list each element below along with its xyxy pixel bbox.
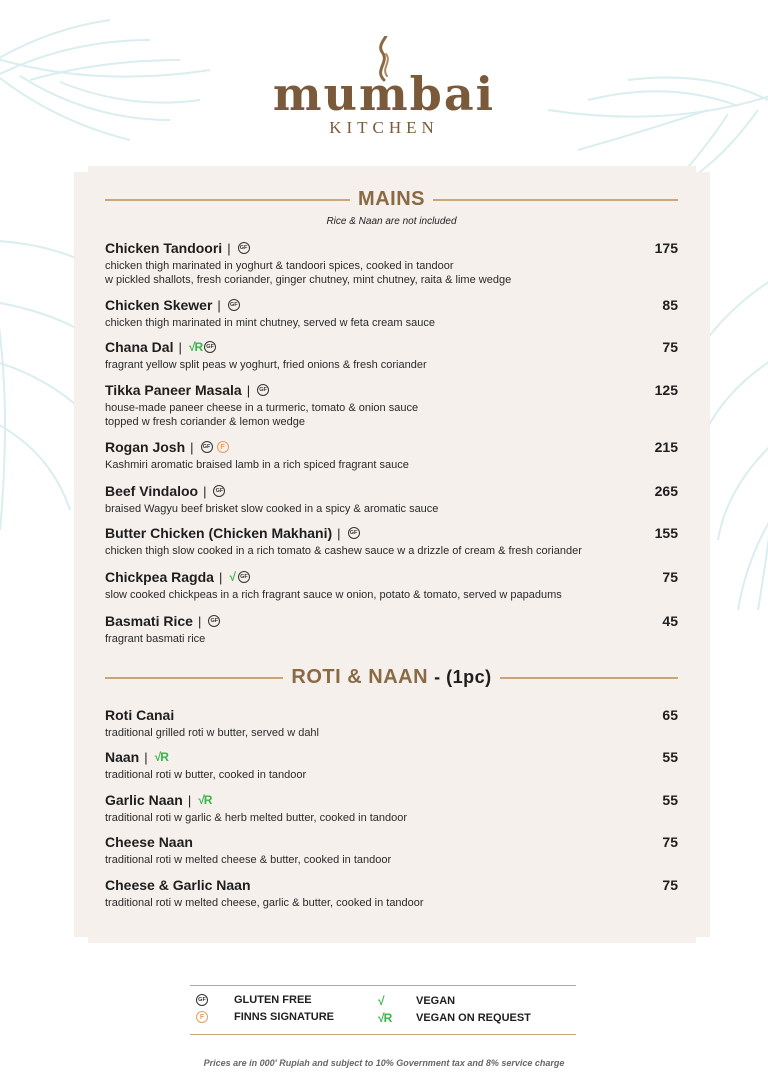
separator: |	[217, 297, 221, 313]
item-name-group	[105, 439, 229, 455]
item-description: chicken thigh slow cooked in a rich tomato & cashew sauce w a drizzle of cream & fresh coriander	[105, 545, 582, 557]
gluten-free-icon: GF	[204, 341, 216, 353]
item-description: Kashmiri aromatic braised lamb in a rich spiced fragrant sauce	[105, 459, 409, 471]
menu-item	[105, 792, 678, 825]
separator: |	[227, 240, 231, 256]
gluten-free-icon: GF	[213, 485, 225, 497]
finns-signature-icon: F	[217, 441, 229, 453]
item-description: traditional roti w butter, cooked in tandoor	[105, 769, 307, 781]
separator: |	[203, 483, 207, 499]
item-name-group	[105, 749, 168, 765]
item-price: 85	[662, 297, 678, 313]
item-price: 55	[662, 749, 678, 765]
item-name-group	[105, 569, 250, 585]
separator: |	[144, 749, 148, 765]
menu-item	[105, 525, 678, 558]
separator: |	[197, 613, 202, 629]
gluten-free-icon: GF	[228, 299, 240, 311]
gluten-free-icon: GF	[238, 571, 250, 583]
separator: |	[218, 569, 223, 585]
menu-item	[105, 569, 678, 602]
menu-item	[105, 707, 678, 740]
menu-item	[105, 483, 678, 516]
vegan-icon: √	[229, 570, 236, 584]
gluten-free-icon: GF	[196, 994, 208, 1006]
menu-item	[105, 749, 678, 782]
separator: |	[178, 339, 182, 355]
menu-item	[105, 877, 678, 910]
item-name: Tikka Paneer Masala	[105, 382, 242, 398]
item-description: slow cooked chickpeas in a rich fragrant sauce w onion, potato & tomato, served w papadums	[105, 589, 562, 601]
gluten-free-icon: GF	[348, 527, 360, 539]
gluten-free-icon: GF	[238, 242, 250, 254]
divider	[500, 677, 678, 679]
item-description: chicken thigh marinated in yoghurt & tandoori spices, cooked in tandoor	[105, 260, 454, 272]
item-name-group	[105, 877, 251, 893]
legend-signature	[194, 1011, 334, 1023]
item-name-group	[105, 382, 269, 398]
vegan-on-request-icon: √R	[378, 1011, 392, 1025]
legend-label: GLUTEN FREE	[234, 994, 312, 1006]
item-name-group	[105, 339, 216, 355]
item-name-group	[105, 525, 360, 541]
item-price: 55	[662, 792, 678, 808]
item-description: w pickled shallots, fresh coriander, ginger chutney, mint chutney, raita & lime wedge	[105, 274, 512, 286]
roti-title-suffix: - (1pc)	[434, 667, 492, 687]
item-name: Chicken Tandoori	[105, 240, 223, 256]
item-name-group	[105, 707, 174, 723]
item-price: 75	[662, 834, 678, 850]
finns-signature-icon: F	[196, 1011, 208, 1023]
item-price: 75	[662, 339, 678, 355]
mains-note: Rice & Naan are not included	[326, 216, 457, 227]
item-price: 175	[654, 240, 678, 256]
item-name: Chickpea Ragda	[105, 569, 214, 585]
legend-vegan	[376, 994, 455, 1008]
separator: |	[187, 792, 192, 808]
item-price: 65	[662, 707, 678, 723]
item-price: 265	[654, 483, 678, 499]
item-name: Naan	[105, 749, 140, 765]
item-name: Rogan Josh	[105, 439, 186, 455]
item-name: Cheese & Garlic Naan	[105, 877, 251, 893]
item-name-group	[105, 483, 225, 499]
roti-title	[283, 666, 499, 689]
item-name: Chicken Skewer	[105, 297, 213, 313]
item-price: 155	[654, 525, 678, 541]
item-description: braised Wagyu beef brisket slow cooked in a spicy & aromatic sauce	[105, 503, 439, 515]
divider	[433, 199, 678, 201]
item-description: fragrant yellow split peas w yoghurt, fried onions & fresh coriander	[105, 359, 427, 371]
brand-name: mumbai	[272, 67, 496, 121]
item-name: Roti Canai	[105, 707, 175, 723]
menu-item	[105, 439, 678, 472]
vegan-on-request-icon: √R	[198, 793, 212, 807]
menu-item	[105, 240, 678, 287]
item-name-group	[105, 834, 193, 850]
menu-item	[105, 382, 678, 429]
legend-label: FINNS SIGNATURE	[234, 1011, 335, 1023]
dietary-legend	[190, 985, 576, 1035]
item-price: 125	[654, 382, 678, 398]
vegan-icon: √	[378, 994, 385, 1008]
item-name-group	[105, 240, 250, 256]
item-name: Butter Chicken (Chicken Makhani)	[105, 525, 333, 541]
item-name: Chana Dal	[105, 339, 174, 355]
mains-heading	[105, 188, 678, 211]
separator: |	[337, 525, 341, 541]
item-description: topped w fresh coriander & lemon wedge	[105, 416, 305, 428]
item-description: traditional grilled roti w butter, served w dahl	[105, 727, 319, 739]
item-name-group	[105, 613, 220, 629]
brand-subtitle: KITCHEN	[329, 118, 439, 137]
item-name-group	[105, 792, 211, 808]
item-description: traditional roti w melted cheese & butter, cooked in tandoor	[105, 854, 392, 866]
item-name: Garlic Naan	[105, 792, 183, 808]
divider	[105, 677, 283, 679]
mains-title: MAINS	[358, 188, 425, 210]
legend-vegan-request	[376, 1011, 531, 1025]
item-name: Basmati Rice	[105, 613, 193, 629]
divider	[105, 199, 350, 201]
item-price: 45	[662, 613, 678, 629]
menu-item	[105, 339, 678, 372]
item-price: 75	[662, 877, 678, 893]
menu-item	[105, 297, 678, 330]
item-description: fragrant basmati rice	[105, 633, 206, 645]
legend-label: VEGAN ON REQUEST	[416, 1012, 531, 1024]
price-footnote: Prices are in 000' Rupiah and subject to 10% Government tax and 8% service charge	[203, 1058, 565, 1068]
item-name: Cheese Naan	[105, 834, 193, 850]
legend-label: VEGAN	[416, 995, 456, 1007]
item-price: 75	[662, 569, 678, 585]
menu-item	[105, 834, 678, 867]
item-price: 215	[654, 439, 678, 455]
brand-logo	[0, 36, 768, 138]
vegan-on-request-icon: √R	[154, 750, 168, 764]
menu-item	[105, 613, 678, 646]
item-description: house-made paneer cheese in a turmeric, tomato & onion sauce	[105, 402, 419, 414]
gluten-free-icon: GF	[257, 384, 269, 396]
item-description: traditional roti w melted cheese, garlic & butter, cooked in tandoor	[105, 897, 424, 909]
roti-title-text: ROTI & NAAN	[291, 666, 429, 688]
gluten-free-icon: GF	[208, 615, 220, 627]
separator: |	[246, 382, 251, 398]
item-description: traditional roti w garlic & herb melted butter, cooked in tandoor	[105, 812, 408, 824]
roti-heading	[105, 666, 678, 689]
item-description: chicken thigh marinated in mint chutney, served w feta cream sauce	[105, 317, 435, 329]
gluten-free-icon: GF	[201, 441, 213, 453]
legend-gluten-free	[194, 994, 312, 1006]
vegan-on-request-icon: √R	[188, 340, 203, 354]
separator: |	[190, 439, 194, 455]
item-name: Beef Vindaloo	[105, 483, 199, 499]
item-name-group	[105, 297, 240, 313]
